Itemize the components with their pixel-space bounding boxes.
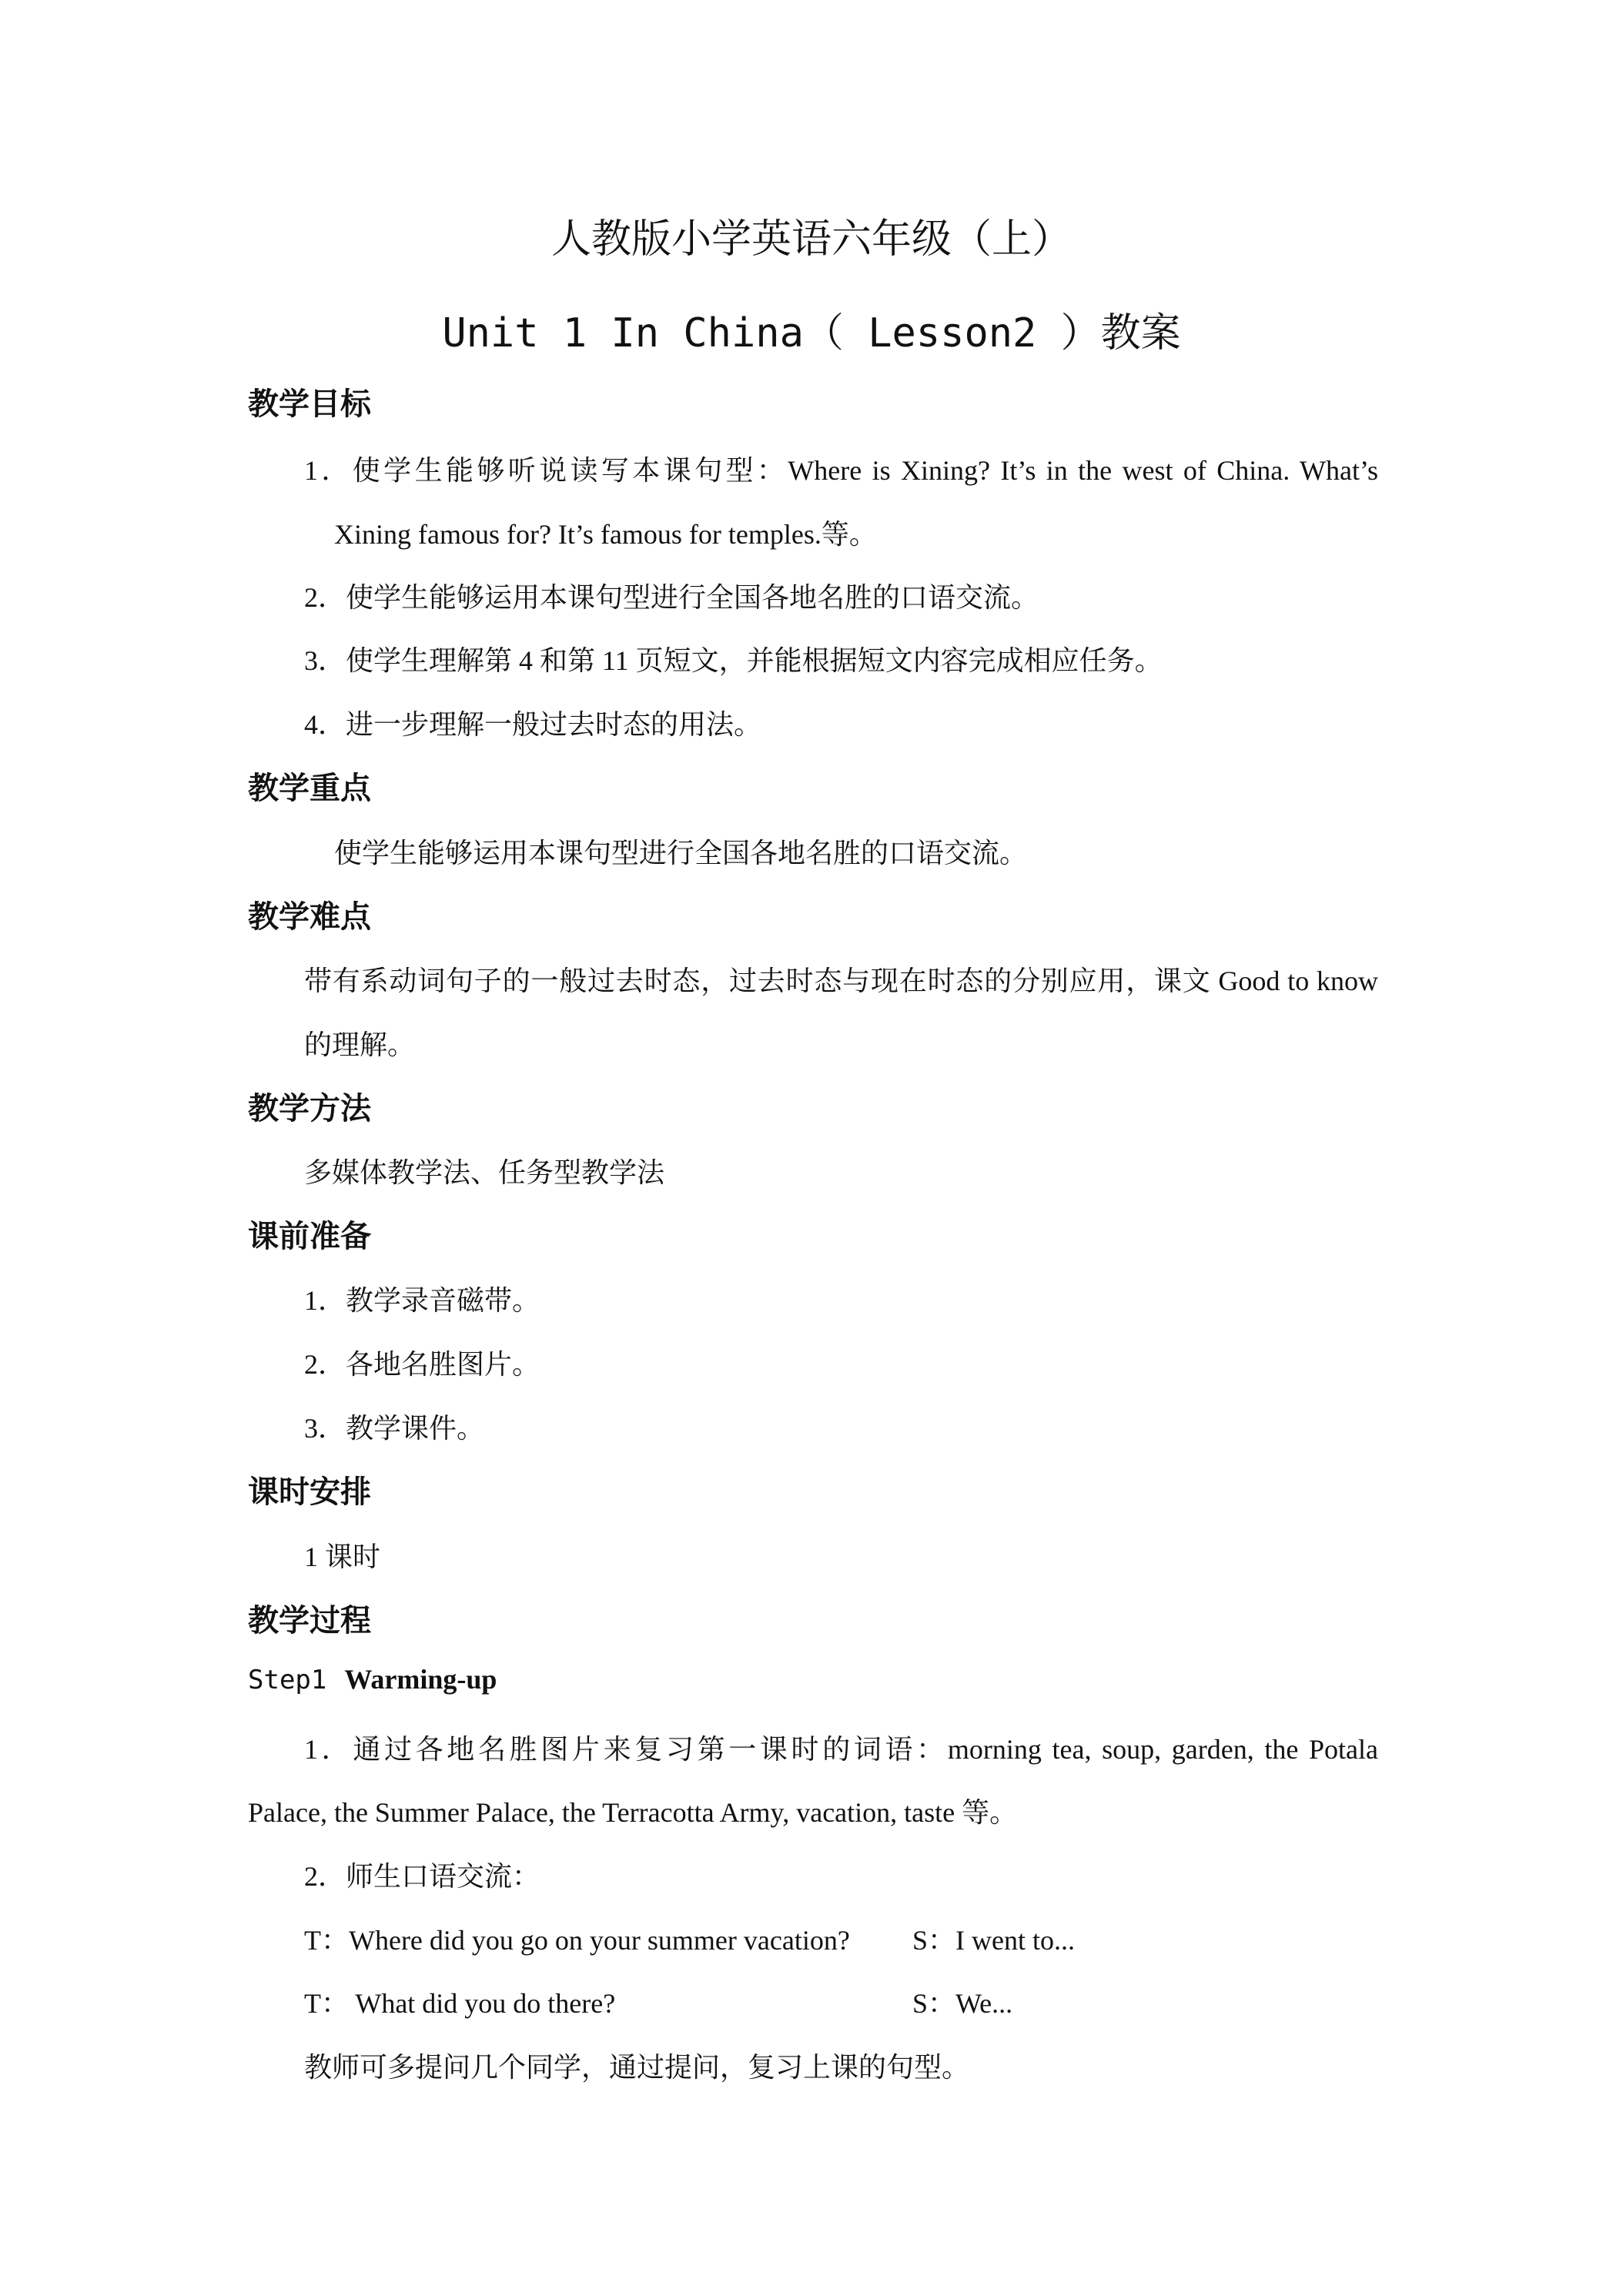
difficulties-text: 带有系动词句子的一般过去时态，过去时态与现在时态的分别应用，课文 Good to know	[304, 966, 1378, 996]
heading-preparation: 课前准备	[248, 1219, 371, 1254]
preparation-item: 2．各地名胜图片。	[304, 1349, 540, 1380]
process-note: 教师可多提问几个同学，通过提问，复习上课的句型。	[304, 2052, 970, 2083]
preparation-item: 1．教学录音磁带。	[304, 1285, 540, 1316]
dialogue-student: S：We...	[912, 1988, 1013, 2019]
document-title: 人教版小学英语六年级（上）	[550, 216, 1072, 263]
heading-difficulties: 教学难点	[248, 899, 371, 935]
objective-item: 1．使学生能够听说读写本课句型：Where is Xining? It’s in the west of China. What’s	[304, 455, 1378, 486]
key-points-text: 使学生能够运用本课句型进行全国各地名胜的口语交流。	[334, 838, 1028, 869]
process-line-continued: Palace, the Summer Palace, the Terracotta Army, vacation, taste 等。	[248, 1797, 1018, 1828]
heading-key-points: 教学重点	[248, 771, 371, 806]
objective-item: 2．使学生能够运用本课句型进行全国各地名胜的口语交流。	[304, 582, 1039, 613]
heading-objectives: 教学目标	[248, 387, 371, 422]
process-line: 2．师生口语交流：	[304, 1861, 540, 1892]
heading-process: 教学过程	[248, 1603, 371, 1638]
preparation-item: 3．教学课件。	[304, 1413, 485, 1444]
process-line: 1．通过各地名胜图片来复习第一课时的词语：morning tea, soup, garden, the Potala	[304, 1734, 1378, 1765]
schedule-text: 1 课时	[304, 1541, 381, 1572]
objective-item: 4．进一步理解一般过去时态的用法。	[304, 709, 762, 740]
dialogue-teacher: T：Where did you go on your summer vacation?	[304, 1925, 850, 1956]
dialogue-teacher: T： What did you do there?	[304, 1988, 616, 2019]
heading-schedule: 课时安排	[248, 1474, 371, 1510]
heading-methods: 教学方法	[248, 1091, 371, 1126]
document-subtitle: Unit 1 In China（ Lesson2 ）教案	[442, 310, 1181, 356]
methods-text: 多媒体教学法、任务型教学法	[304, 1157, 665, 1188]
step-label: Step1	[248, 1665, 327, 1695]
step-heading	[248, 1663, 497, 1695]
dialogue-student: S：I went to...	[912, 1925, 1075, 1956]
objective-item-continued: Xining famous for? It’s famous for temples.等。	[334, 519, 877, 550]
step-title: Warming-up	[344, 1664, 497, 1695]
objective-item: 3．使学生理解第 4 和第 11 页短文，并能根据短文内容完成相应任务。	[304, 645, 1163, 676]
difficulties-text-continued: 的理解。	[304, 1029, 416, 1060]
